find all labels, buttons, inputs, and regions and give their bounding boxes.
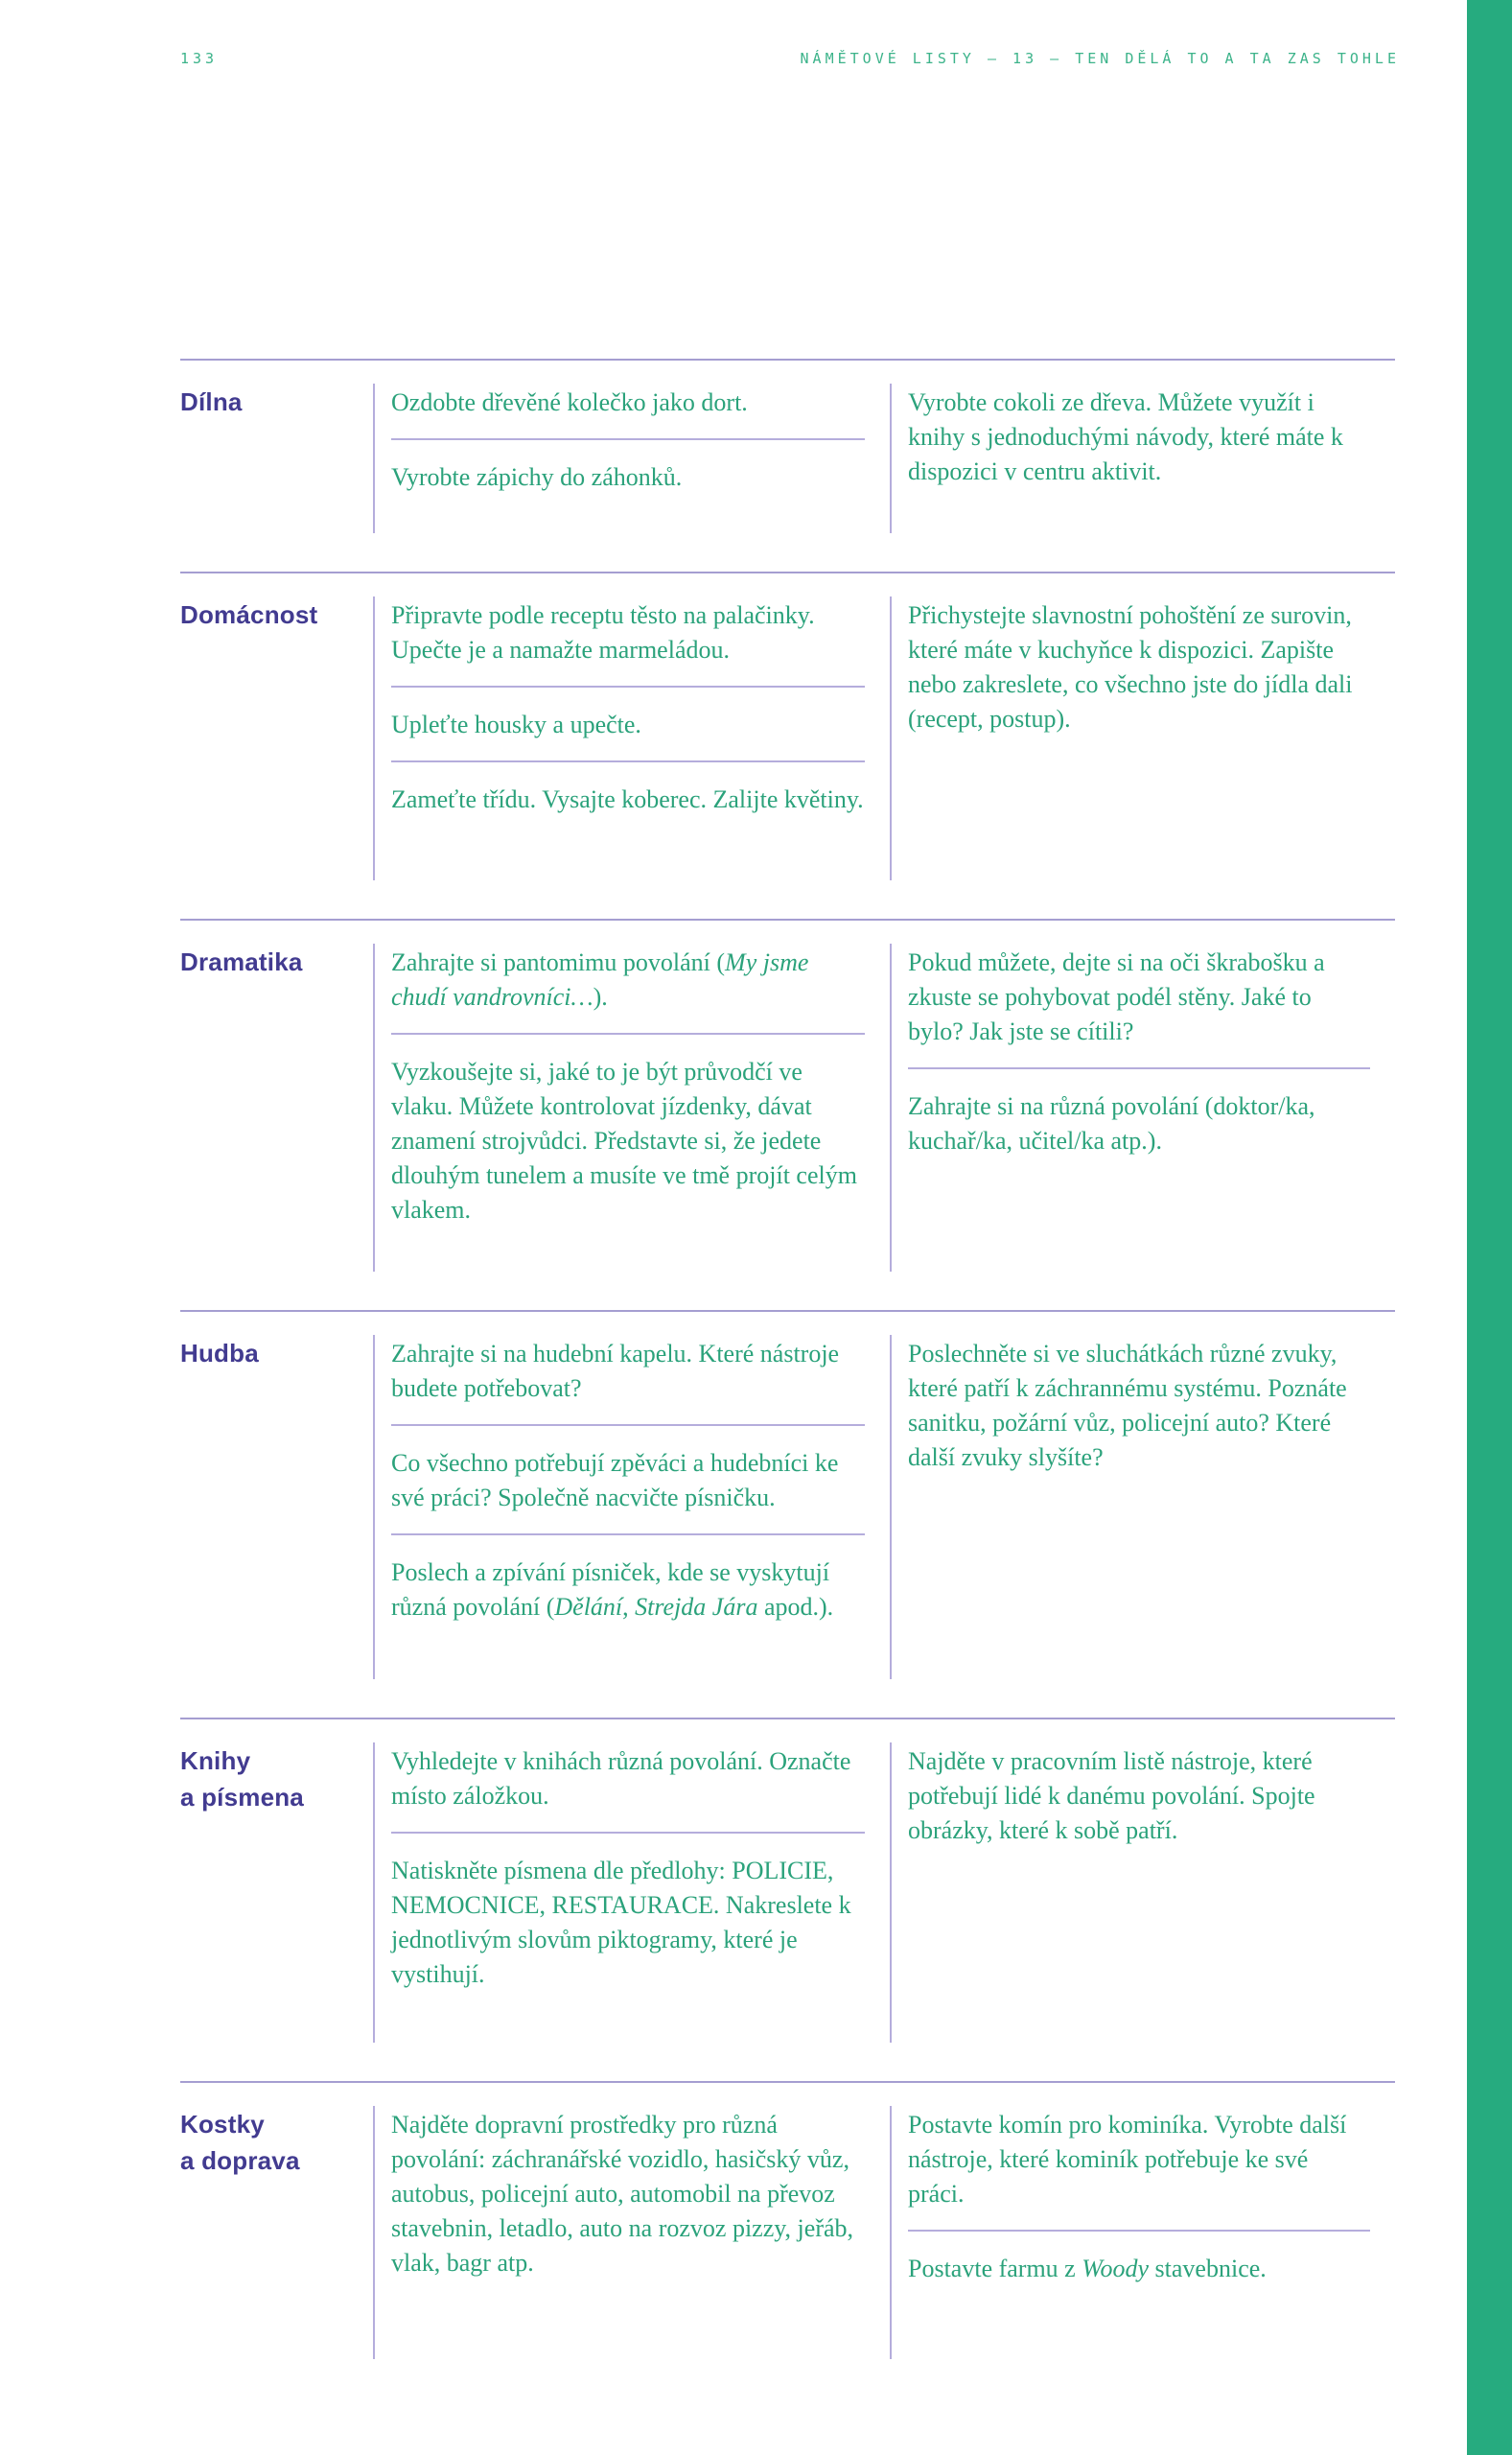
activity-text: Vyzkoušejte si, jaké to je být průvodčí ve vlaku. Můžete kontrolovat jízdenky, dávat znamení strojvůdci. Představte si, že jedete dlouhým tunelem a musíte ve tmě projít celým vlakem. xyxy=(391,1058,857,1224)
category-label: Dramatika xyxy=(180,947,303,976)
category-column xyxy=(180,1335,373,1679)
category-label: Knihy a písmena xyxy=(180,1746,304,1812)
activity-text: Poslech a zpívání písniček, kde se vyskytují různá povolání (Dělání, Strejda Jára apod.). xyxy=(391,1558,834,1621)
table-row xyxy=(180,2081,1395,2397)
activity-text: Postavte farmu z Woody stavebnice. xyxy=(908,2255,1267,2282)
activity-text: Přichystejte slavnostní pohoštění ze surovin, které máte v kuchyňce k dispozici. Zapište nebo zakreslete, co všechno jste do jídla dali (recept, postup). xyxy=(908,601,1353,733)
activities-column-1 xyxy=(373,384,890,533)
activities-column-2 xyxy=(890,1742,1395,2043)
table-row xyxy=(180,1310,1395,1718)
activities-column-1 xyxy=(373,944,890,1272)
running-header xyxy=(180,50,1400,67)
category-column xyxy=(180,596,373,880)
page-edge-bar xyxy=(1467,0,1512,2455)
table-row xyxy=(180,919,1395,1310)
category-column xyxy=(180,944,373,1272)
activities-column-1 xyxy=(373,1742,890,2043)
activities-column-2 xyxy=(890,2106,1395,2359)
page-number: 133 xyxy=(180,50,219,67)
activities-column-2 xyxy=(890,944,1395,1272)
table-row xyxy=(180,572,1395,919)
category-label: Kostky a doprava xyxy=(180,2110,300,2175)
activity-text: Vyrobte cokoli ze dřeva. Můžete využít i knihy s jednoduchými návody, které máte k dispozici v centru aktivit. xyxy=(908,388,1343,485)
activities-column-1 xyxy=(373,2106,890,2359)
activity-text: Zahrajte si na různá povolání (doktor/ka, kuchař/ka, učitel/ka atp.). xyxy=(908,1092,1315,1155)
item-divider xyxy=(908,2230,1370,2232)
page-title: NÁMĚTOVÉ LISTY – 13 – TEN DĚLÁ TO A TA ZAS TOHLE xyxy=(800,50,1400,67)
activity-text: Co všechno potřebují zpěváci a hudebníci ke své práci? Společně nacvičte písničku. xyxy=(391,1449,839,1511)
activity-text: Vyhledejte v knihách různá povolání. Označte místo záložkou. xyxy=(391,1747,851,1810)
item-divider xyxy=(391,438,865,440)
item-divider xyxy=(391,760,865,762)
activities-column-2 xyxy=(890,1335,1395,1679)
activity-text: Upleťte housky a upečte. xyxy=(391,711,641,738)
item-divider xyxy=(391,686,865,688)
activity-text: Vyrobte zápichy do záhonků. xyxy=(391,463,683,491)
item-divider xyxy=(908,1067,1370,1069)
item-divider xyxy=(391,1533,865,1535)
activities-column-1 xyxy=(373,596,890,880)
category-column xyxy=(180,384,373,533)
table-row xyxy=(180,1718,1395,2081)
activity-text: Poslechněte si ve sluchátkách různé zvuky, které patří k záchrannému systému. Poznáte sanitku, požární vůz, policejní auto? Které další zvuky slyšíte? xyxy=(908,1340,1347,1471)
activity-text: Zahrajte si pantomimu povolání (My jsme chudí vandrovníci…). xyxy=(391,948,809,1011)
category-column xyxy=(180,1742,373,2043)
activity-table xyxy=(180,359,1395,2397)
activities-column-2 xyxy=(890,384,1395,533)
item-divider xyxy=(391,1424,865,1426)
activities-column-2 xyxy=(890,596,1395,880)
activity-text: Najděte v pracovním listě nástroje, které potřebují lidé k danému povolání. Spojte obrázky, které k sobě patří. xyxy=(908,1747,1315,1844)
table-row xyxy=(180,359,1395,572)
category-label: Domácnost xyxy=(180,600,318,629)
activity-text: Postavte komín pro kominíka. Vyrobte další nástroje, které kominík potřebuje ke své práci. xyxy=(908,2111,1347,2208)
activities-column-1 xyxy=(373,1335,890,1679)
item-divider xyxy=(391,1832,865,1834)
activity-text: Najděte dopravní prostředky pro různá povolání: záchranářské vozidlo, hasičský vůz, autobus, policejní auto, automobil na převoz stavebnin, letadlo, auto na rozvoz pizzy, jeřáb, vlak, bagr atp. xyxy=(391,2111,854,2277)
activity-text: Zameťte třídu. Vysajte koberec. Zalijte květiny. xyxy=(391,785,864,813)
category-label: Hudba xyxy=(180,1339,259,1368)
activity-text: Natiskněte písmena dle předlohy: POLICIE, NEMOCNICE, RESTAURACE. Nakreslete k jednotlivým slovům piktogramy, které je vystihují. xyxy=(391,1857,851,1988)
activity-text: Pokud můžete, dejte si na oči škrabošku a zkuste se pohybovat podél stěny. Jaké to bylo? Jak jste se cítili? xyxy=(908,948,1325,1045)
activity-text: Zahrajte si na hudební kapelu. Které nástroje budete potřebovat? xyxy=(391,1340,840,1402)
category-label: Dílna xyxy=(180,387,243,416)
activity-text: Připravte podle receptu těsto na palačinky. Upečte je a namažte marmeládou. xyxy=(391,601,815,664)
item-divider xyxy=(391,1033,865,1035)
category-column xyxy=(180,2106,373,2359)
activity-text: Ozdobte dřevěné kolečko jako dort. xyxy=(391,388,748,416)
